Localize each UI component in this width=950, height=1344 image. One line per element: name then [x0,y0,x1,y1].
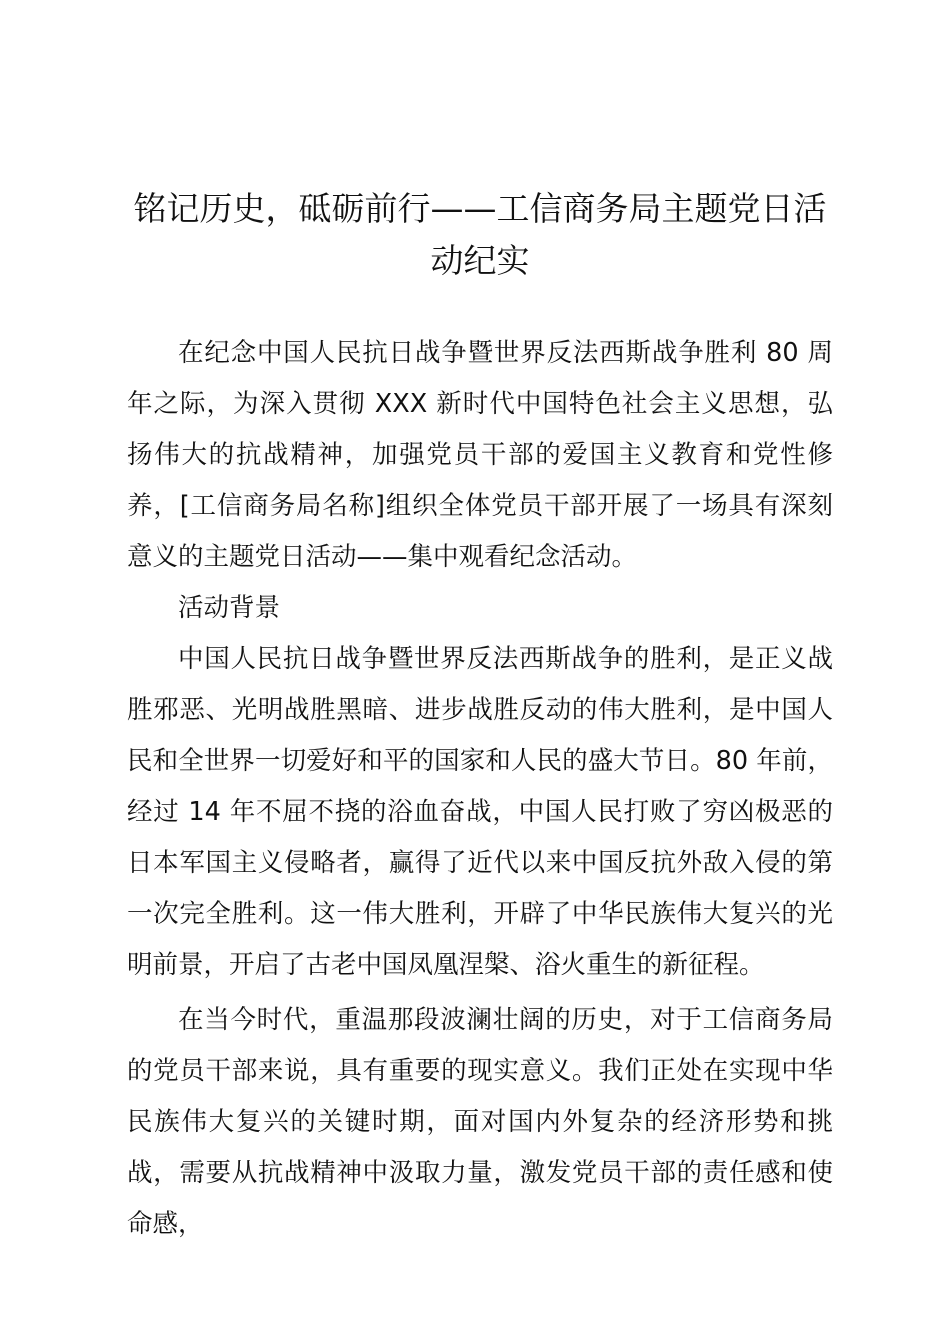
document-title: 铭记历史，砥砺前行——工信商务局主题党日活动纪实 [133,189,827,280]
document-body [127,328,833,1250]
section-heading-background: 活动背景 [178,593,281,623]
background-paragraph: 中国人民抗日战争暨世界反法西斯战争的胜利，是正义战胜邪恶、光明战胜黑暗、进步战胜反动的伟大胜利，是中国人民和全世界一切爱好和平的国家和人民的盛大节日。80 年前，经过 14 年不屈不挠的浴血奋战，中国人民打败了穷凶极恶的日本军国主义侵略者，赢得了近代以来中国反抗外敌入侵的第一次完全胜利。这一伟大胜利，开辟了中华民族伟大复兴的光明前景，开启了古老中国凤凰涅槃、浴火重生的新征程。 [127,644,833,980]
intro-paragraph: 在纪念中国人民抗日战争暨世界反法西斯战争胜利 80 周年之际，为深入贯彻 XXX 新时代中国特色社会主义思想，弘扬伟大的抗战精神，加强党员干部的爱国主义教育和党性修养，[工信商务局名称]组织全体党员干部开展了一场具有深刻意义的主题党日活动——集中观看纪念活动。 [127,338,833,572]
significance-paragraph: 在当今时代，重温那段波澜壮阔的历史，对于工信商务局的党员干部来说，具有重要的现实意义。我们正处在实现中华民族伟大复兴的关键时期，面对国内外复杂的经济形势和挑战，需要从抗战精神中汲取力量，激发党员干部的责任感和使命感， [127,1005,833,1239]
